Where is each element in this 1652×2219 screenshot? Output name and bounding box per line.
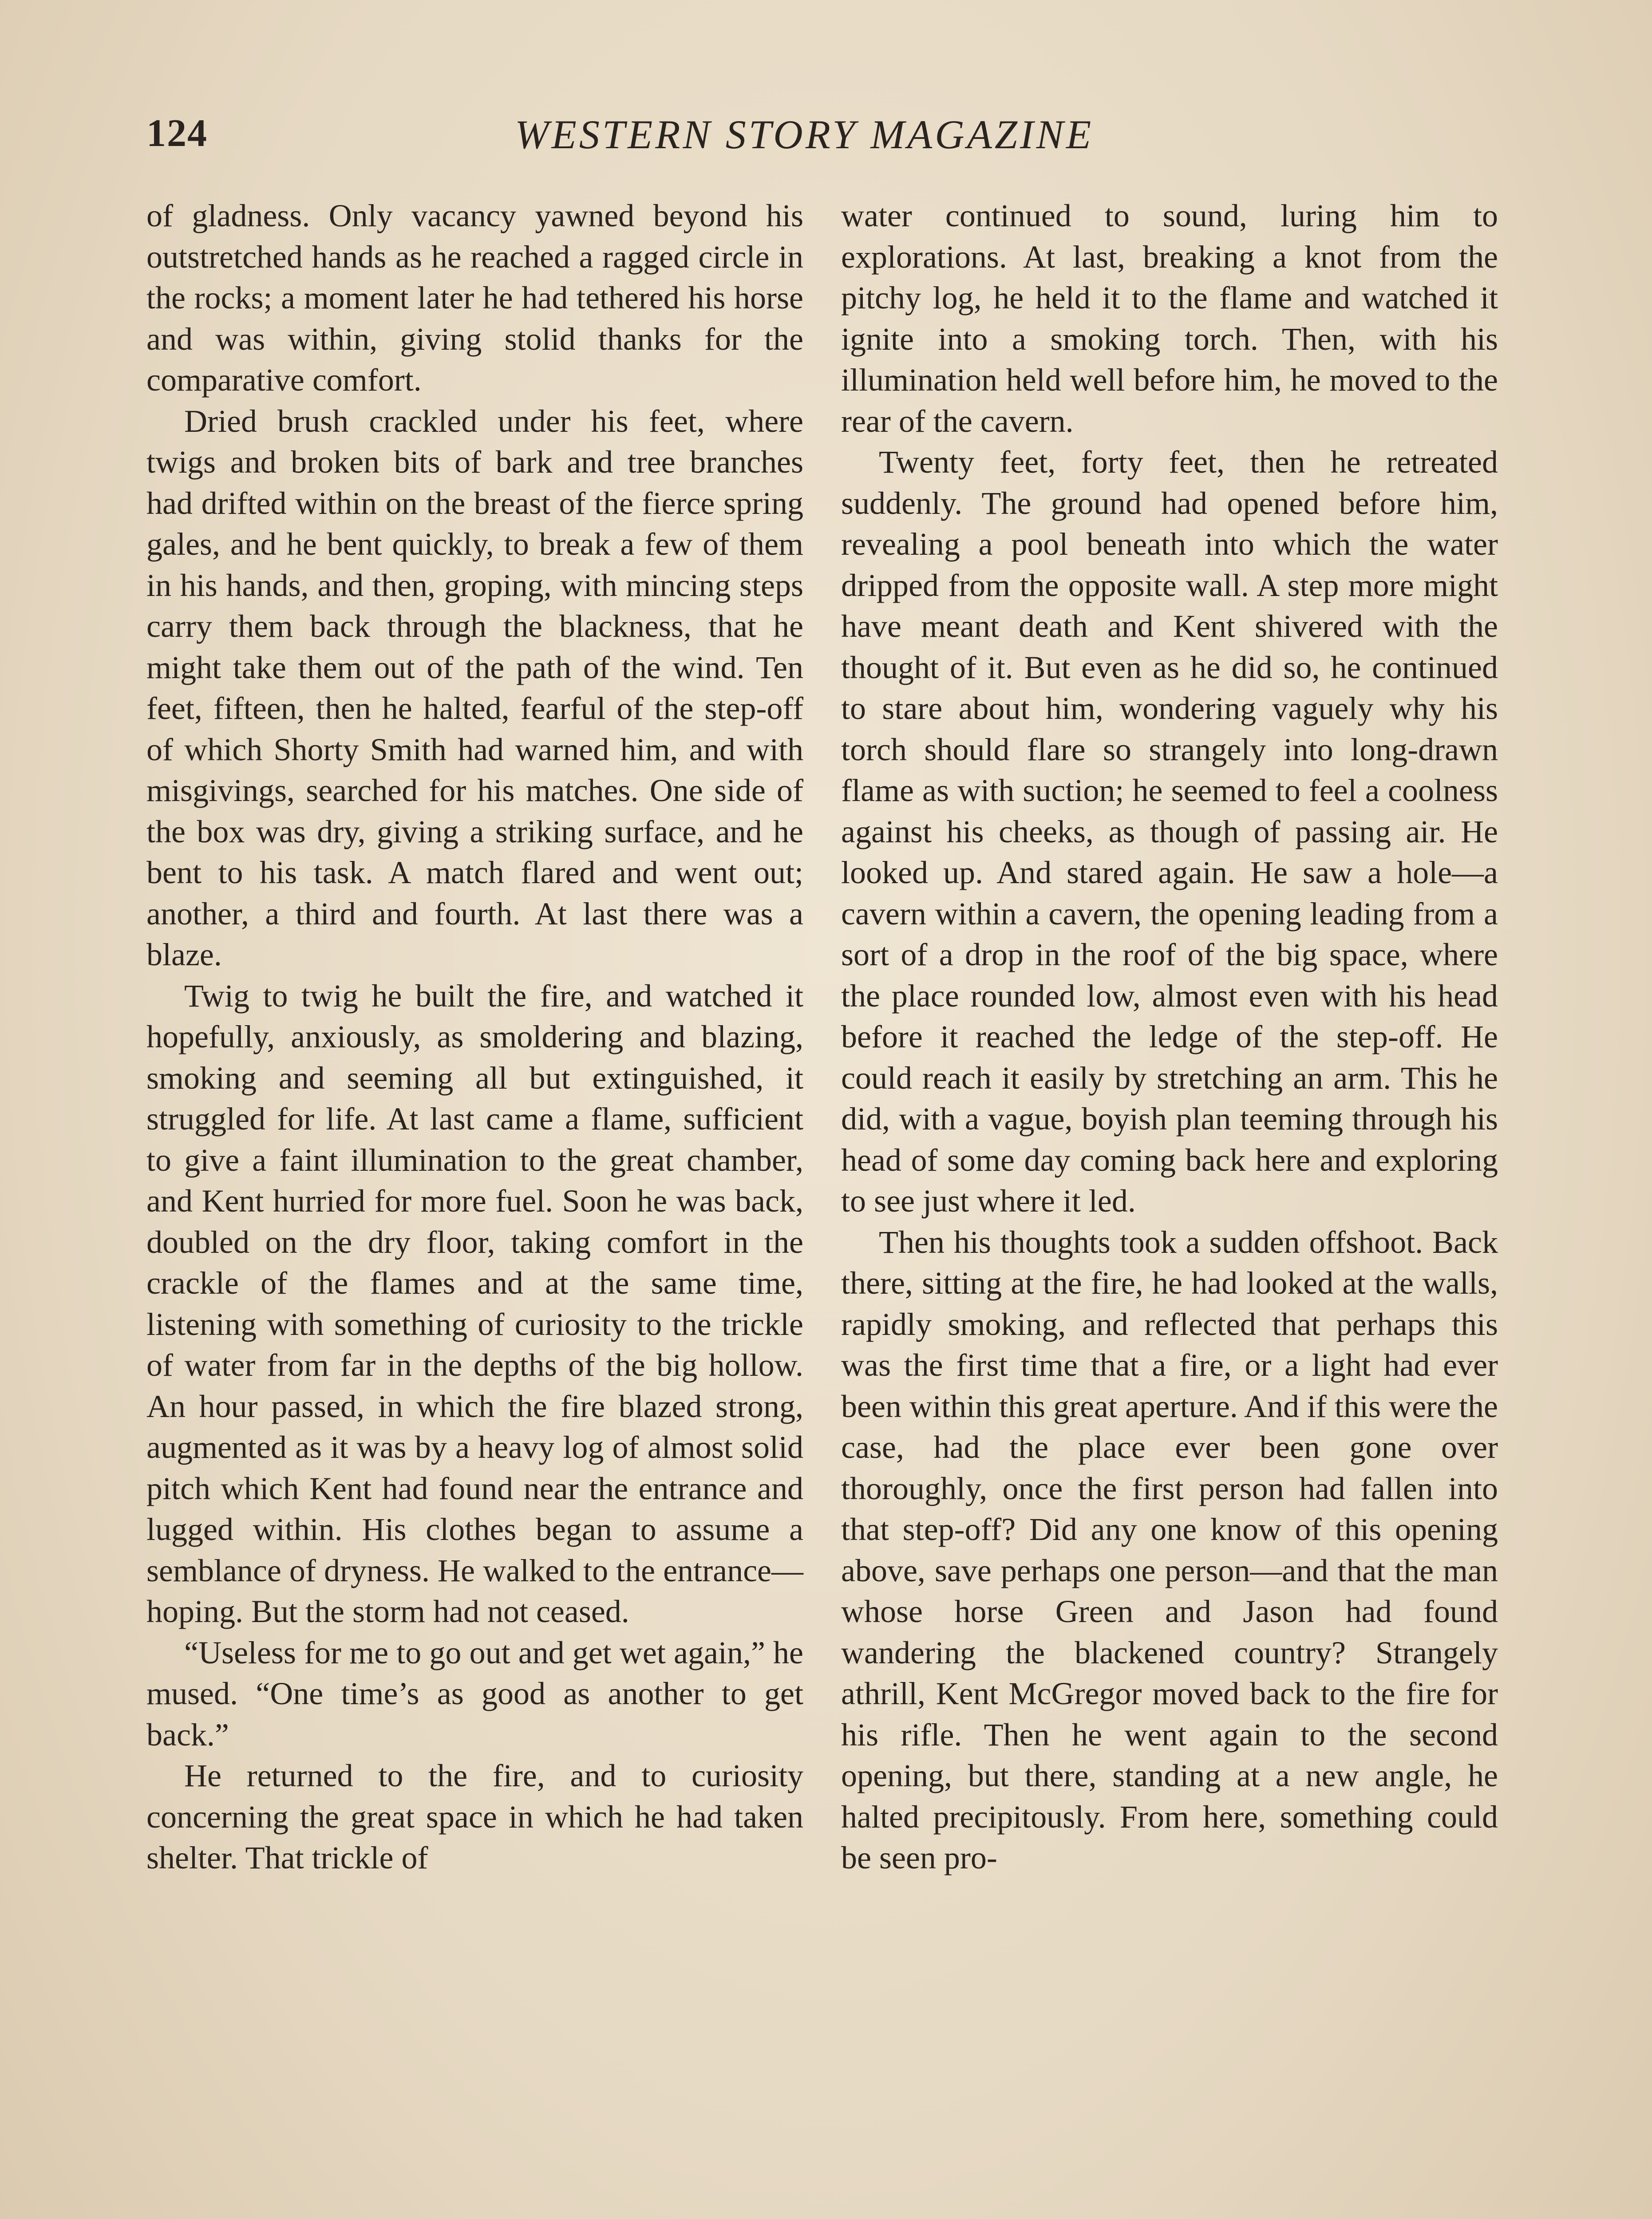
paragraph: Then his thoughts took a sudden offshoot. Back there, sitting at the fire, he had looked at the walls, rapidly smoking, and reflected that perhaps this was the first time that a fire, or a light had ever been within this great aperture. And if this were the case, had the place ever been gone over thoroughly, once the first person had fallen into that step-off? Did any one know of this opening above, save perhaps one person—and that the man whose horse Green and Jason had found wandering the blackened country? Strangely athrill, Kent McGregor moved back to the fire for his rifle. Then he went again to the second opening, but there, standing at a new angle, he halted precipitously. From here, something could be seen pro- (841, 1224, 1498, 1875)
right-column (841, 195, 1498, 1879)
paragraph: Twig to twig he built the fire, and watched it hopefully, anxiously, as smoldering and blazing, smoking and seeming all but extinguished, it struggled for life. At last came a flame, sufficient to give a faint illumination to the great chamber, and Kent hurried for more fuel. Soon he was back, doubled on the dry floor, taking comfort in the crackle of the flames and at the same time, listening with something of curiosity to the trickle of water from far in the depths of the big hollow. An hour passed, in which the fire blazed strong, augmented as it was by a heavy log of almost solid pitch which Kent had found near the entrance and lugged within. His clothes began to assume a semblance of dryness. He walked to the entrance—hoping. But the storm had not ceased. (146, 978, 803, 1629)
paragraph: “Useless for me to go out and get wet again,” he mused. “One time’s as good as another to get back.” (146, 1635, 803, 1753)
left-column (146, 195, 803, 1879)
page-number: 124 (146, 112, 208, 155)
paragraph: Twenty feet, forty feet, then he retreated suddenly. The ground had opened before him, revealing a pool beneath into which the water dripped from the opposite wall. A step more might have meant death and Kent shivered with the thought of it. But even as he did so, he continued to stare about him, wondering vaguely why his torch should flare so strangely into long-drawn flame as with suction; he seemed to feel a coolness against his cheeks, as though of passing air. He looked up. And stared again. He saw a hole—a cavern within a cavern, the opening leading from a sort of a drop in the roof of the big space, where the place rounded low, almost even with his head before it reached the ledge of the step-off. He could reach it easily by stretching an arm. This he did, with a vague, boyish plan teeming through his head of some day coming back here and exploring to see just where it led. (841, 444, 1498, 1219)
page-header (146, 111, 1500, 169)
paragraph: water continued to sound, luring him to explorations. At last, breaking a knot from the pitchy log, he held it to the flame and watched it ignite into a smoking torch. Then, with his illumination held well before him, he moved to the rear of the cavern. (841, 198, 1498, 439)
running-title: WESTERN STORY MAGAZINE (515, 112, 1094, 157)
paragraph: He returned to the fire, and to curiosity concerning the great space in which he had taken shelter. That trickle of (146, 1758, 803, 1875)
paragraph: Dried brush crackled under his feet, where twigs and broken bits of bark and tree branches had drifted within on the breast of the fierce spring gales, and he bent quickly, to break a few of them in his hands, and then, groping, with mincing steps carry them back through the blackness, that he might take them out of the path of the wind. Ten feet, fifteen, then he halted, fearful of the step-off of which Shorty Smith had warned him, and with misgivings, searched for his matches. One side of the box was dry, giving a striking surface, and he bent to his task. A match flared and went out; another, a third and fourth. At last there was a blaze. (146, 403, 803, 972)
paragraph: of gladness. Only vacancy yawned beyond his outstretched hands as he reached a ragged circle in the rocks; a moment later he had tethered his horse and was within, giving stolid thanks for the comparative comfort. (146, 198, 803, 398)
